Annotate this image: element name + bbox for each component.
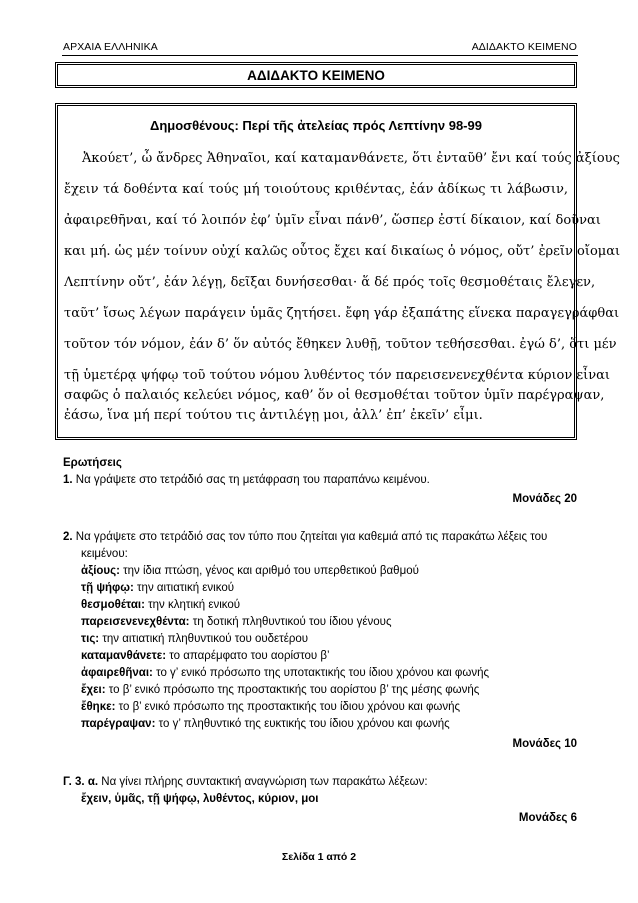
word-item-term: παρεισενενεχθέντα: — [81, 616, 190, 628]
text-line: σαφῶς ὁ παλαιός κελεύει νόμος, καθ’ ὅν οἱ θεσμοθέται τοῦτον ὑμῖν παρέγραψαν, — [64, 388, 605, 403]
word-item-desc: την αιτιατική πληθυντικού του ουδετέρου — [99, 633, 309, 645]
header-subject: ΑΡΧΑΙΑ ΕΛΛΗΝΙΚΑ — [63, 41, 158, 53]
word-item — [81, 667, 577, 679]
page-number: Σελίδα 1 από 2 — [281, 851, 357, 863]
word-item-term: ἀξίους: — [81, 565, 120, 577]
question-2-marks: Μονάδες 10 — [512, 738, 577, 750]
word-item — [81, 582, 577, 594]
word-item-term: τῇ ψήφῳ: — [81, 582, 134, 594]
word-item — [81, 684, 577, 696]
page-title-text: ΑΔΙΔΑΚΤΟ ΚΕΙΜΕΝΟ — [247, 67, 385, 83]
text-line: ταῦτ’ ἴσως λέγων παράγειν ὑμᾶς ζητήσει. ἔφη γάρ ἐξαπάτης εἵνεκα παραγεγράφθαι — [64, 306, 620, 321]
word-item-desc: το γ’ πληθυντικό της ευκτικής του ίδιου χρόνου και φωνής — [155, 718, 450, 730]
text-line: ἔχειν τά δοθέντα καί τούς μή τοιούτους κριθέντας, ἐάν ἀδίκως τι λάβωσιν, — [64, 182, 568, 197]
question-3a-text: Να γίνει πλήρης συντακτική αναγνώριση των παρακάτω λέξεων: — [98, 776, 428, 788]
text-line: ἀφαιρεθῆναι, καί τό λοιπόν ἐφ’ ὑμῖν εἶναι πάνθ’, ὥσπερ ἐστί δίκαιον, καί δοῦναι — [64, 213, 601, 228]
word-item-term: καταμανθάνετε: — [81, 650, 167, 662]
question-1-number: 1. — [63, 474, 73, 486]
text-line: Λεπτίνην οὔτ’, ἐάν λέγῃ, δεῖξαι δυνήσεσθαι· ἅ δέ πρός τοῖς θεσμοθέταις ἔλεγεν, — [64, 275, 596, 290]
word-item-desc: το β’ ενικό πρόσωπο της προστακτικής του αορίστου β’ της μέσης φωνής — [105, 684, 480, 696]
word-item-term: τις: — [81, 633, 100, 645]
word-item-desc: το απαρέμφατο του αορίστου β’ — [166, 650, 330, 662]
word-item-term: ἀφαιρεθῆναι: — [81, 667, 153, 679]
word-item — [81, 616, 577, 628]
question-2 — [63, 531, 577, 543]
word-item-desc: την ίδια πτώση, γένος και αριθμό του υπερθετικού βαθμού — [119, 565, 419, 577]
word-item-desc: τη δοτική πληθυντικού του ίδιου γένους — [189, 616, 392, 628]
questions-heading: Ερωτήσεις — [63, 457, 122, 469]
header-divider — [62, 55, 578, 56]
question-3a-words: ἔχειν, ὑμᾶς, τῇ ψήφῳ, λυθέντος, κύριον, μοι — [81, 793, 319, 805]
question-3a — [63, 776, 577, 788]
questions-section — [63, 457, 577, 857]
text-line: και μή. ὡς μέν τοίνυν οὐχί καλῶς οὗτος ἔχει καί δικαίως ὁ νόμος, οὔτ’ ἐρεῖν οἴομαι — [64, 244, 621, 259]
text-line: τῇ ὑμετέρᾳ ψήφῳ τοῦ τούτου νόμου λυθέντος τόν παρεισενενεχθέντα κύριον εἶναι — [64, 368, 611, 383]
text-line: ἐάσω, ἵνα μή περί τούτου τις ἀντιλέγῃ μοι, ἀλλ’ ἐπ’ ἐκεῖν’ εἶμι. — [64, 408, 483, 423]
word-item-term: ἔθηκε: — [81, 701, 116, 713]
ancient-text-box — [55, 103, 621, 440]
word-item — [81, 701, 577, 713]
text-line: Ἀκούετ’, ὦ ἄνδρες Ἀθηναῖοι, καί καταμανθάνετε, ὅτι ἐνταῦθ’ ἔνι καί τούς ἀξίους — [82, 151, 620, 166]
page-title — [55, 62, 577, 88]
word-item-term: ἔχει: — [81, 684, 106, 696]
word-item-term: παρέγραψαν: — [81, 718, 156, 730]
question-2-text-cont: κειμένου: — [81, 548, 128, 560]
word-item-desc: την κλητική ενικού — [144, 599, 241, 611]
word-item-desc: το γ’ ενικό πρόσωπο της υποτακτικής του ίδιου χρόνου και φωνής — [152, 667, 490, 679]
question-1-marks: Μονάδες 20 — [512, 493, 577, 505]
question-1 — [63, 474, 577, 486]
word-item-desc: το β’ ενικό πρόσωπο της προστακτικής του ίδιου χρόνου και φωνής — [115, 701, 461, 713]
question-3a-label: Γ. 3. α. — [63, 776, 99, 788]
word-item — [81, 599, 577, 611]
word-item — [81, 650, 577, 662]
word-item-desc: την αιτιατική ενικού — [133, 582, 235, 594]
question-3a-marks: Μονάδες 6 — [518, 812, 577, 824]
question-1-text: Να γράψετε στο τετράδιό σας τη μετάφραση του παραπάνω κειμένου. — [72, 474, 430, 486]
text-line: τοῦτον τόν νόμον, ἐάν δ’ ὅν αὐτός ἔθηκεν λυθῇ, τοῦτον τεθήσεσθαι. ἐγώ δ’, ὅτι μέν — [64, 337, 617, 352]
word-item — [81, 565, 577, 577]
text-source-heading: Δημοσθένους: Περί τῆς ἀτελείας πρός Λεπτίνην 98-99 — [150, 118, 482, 133]
header-section: ΑΔΙΔΑΚΤΟ ΚΕΙΜΕΝΟ — [471, 41, 577, 53]
word-item — [81, 633, 577, 645]
question-2-text: Να γράψετε στο τετράδιό σας τον τύπο που ζητείται για καθεμιά από τις παρακάτω λέξεις του — [72, 531, 548, 543]
word-item — [81, 718, 577, 730]
question-2-number: 2. — [63, 531, 73, 543]
word-item-term: θεσμοθέται: — [81, 599, 145, 611]
